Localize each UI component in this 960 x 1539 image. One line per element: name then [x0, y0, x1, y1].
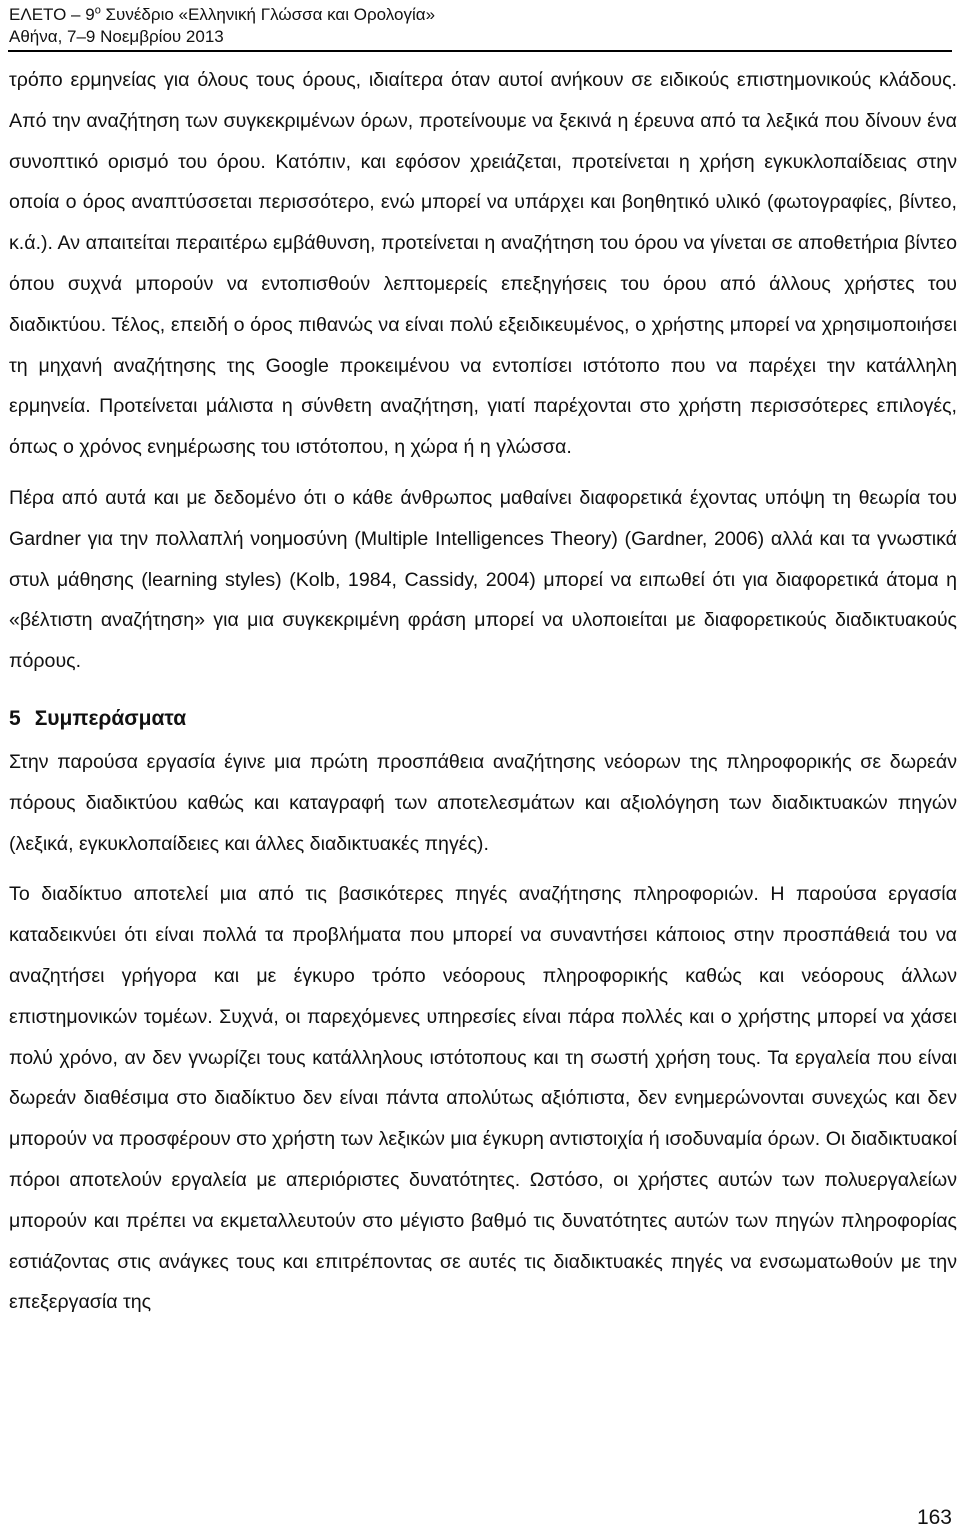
header-conference: ΕΛΕΤΟ – $9^o$ Συνέδριο «Ελληνική Γλώσσα και Ορολογία»: [9, 4, 436, 24]
paragraph: Πέρα από αυτά και με δεδομένο ότι ο κάθε άνθρωπος μαθαίνει διαφορετικά έχοντας υπόψη τη θεωρία του Gardner για την πολλαπλή νοημοσύνη (Multiple Intelligences Theory) (Gardner, 2006) αλλά και τα γνωστικά στυλ μάθησης (learning styles) (Kolb, 1984, Cassidy, 2004) μπορεί να ειπωθεί ότι για διαφορετικά άτομα η «βέλτιστη αναζήτηση» για μια συγκεκριμένη φράση μπορεί να υλοποιείται με διαφορετικούς διαδικτυακούς πόρους.: [9, 486, 957, 673]
paragraph: τρόπο ερμηνείας για όλους τους όρους, ιδιαίτερα όταν αυτοί ανήκουν σε ειδικούς επιστημονικούς κλάδους. Από την αναζήτηση των συγκεκριμένων όρων, προτείνουμε να ξεκινά η έρευνα από τα λεξικά που δίνουν ένα συνοπτικό ορισμό του όρου. Κατόπιν, και εφόσον χρειάζεται, προτείνεται η χρήση εγκυκλοπαίδειας στην οποία ο όρος αναπτύσσεται περισσότερο, ενώ μπορεί να υπάρχει και βοηθητικό υλικό (φωτογραφίες, βίντεο, κ.ά.). Αν απαιτείται περαιτέρω εμβάθυνση, προτείνεται η αναζήτηση του όρου να γίνεται σε αποθετήρια βίντεο όπου συχνά μπορούν να εντοπισθούν λεπτομερείς επεξηγήσεις του όρου από άλλους χρήστες του διαδικτύου. Τέλος, επειδή ο όρος πιθανώς να είναι πολύ εξειδικευμένος, ο χρήστης μπορεί να χρησιμοποιήσει τη μηχανή αναζήτησης της Google προκειμένου να εντοπίσει ιστότοπο που να παρέχει την κατάλληλη ερμηνεία. Προτείνεται μάλιστα η σύνθετη αναζήτηση, γιατί παρέχονται στο χρήστη περισσότερες επιλογές, όπως ο χρόνος ενημέρωσης του ιστότοπου, η χώρα ή η γλώσσα.: [9, 69, 957, 459]
section-number: 5: [9, 706, 21, 730]
page-body: [9, 60, 957, 1323]
paragraph: Στην παρούσα εργασία έγινε μια πρώτη προσπάθεια αναζήτησης νεόορων της πληροφορικής σε δωρεάν πόρους διαδικτύου καθώς και καταγραφή των αποτελεσμάτων και αξιολόγηση των διαδικτυακών πηγών (λεξικά, εγκυκλοπαίδειες και άλλες διαδικτυακές πηγές).: [9, 750, 957, 855]
section-title: Συμπεράσματα: [34, 706, 187, 730]
header-rule: [8, 50, 952, 52]
running-header: [9, 4, 435, 48]
header-location-date: Αθήνα, 7–9 Νοεμβρίου 2013: [9, 27, 224, 46]
section-heading: [9, 702, 957, 736]
paragraph: Το διαδίκτυο αποτελεί μια από τις βασικότερες πηγές αναζήτησης πληροφοριών. Η παρούσα εργασία καταδεικνύει ότι είναι πολλά τα προβλήματα που μπορεί να συναντήσει κάποιος στην προσπάθειά του να αναζητήσει γρήγορα και με έγκυρο τρόπο νεόορους πληροφορικής καθώς και νεόορους άλλων επιστημονικών τομέων. Συχνά, οι παρεχόμενες υπηρεσίες είναι πάρα πολλές και ο χρήστης μπορεί να χάσει πολύ χρόνο, αν δεν γνωρίζει τους κατάλληλους ιστότοπους και τη σωστή χρήση τους. Τα εργαλεία που είναι δωρεάν διαθέσιμα στο διαδίκτυο δεν είναι πάντα απολύτως αξιόπιστα, δεν ενημερώνονται συνεχώς και δεν μπορούν να προσφέρουν στο χρήστη των λεξικών μια έγκυρη αντιστοιχία ή ισοδυναμία όρων. Οι διαδικτυακοί πόροι αποτελούν εργαλεία με απεριόριστες δυνατότητες. Ωστόσο, οι χρήστες αυτών των πολυεργαλείων μπορούν και πρέπει να εκμεταλλευτούν στο μέγιστο βαθμό τις δυνατότητες αυτών των πηγών πληροφορίας εστιάζοντας στις ανάγκες τους και επιτρέποντας σε αυτές τις διαδικτυακές πηγές να ενσωματωθούν με την επεξεργασία της: [9, 883, 957, 1314]
page-number: 163: [916, 1506, 952, 1529]
